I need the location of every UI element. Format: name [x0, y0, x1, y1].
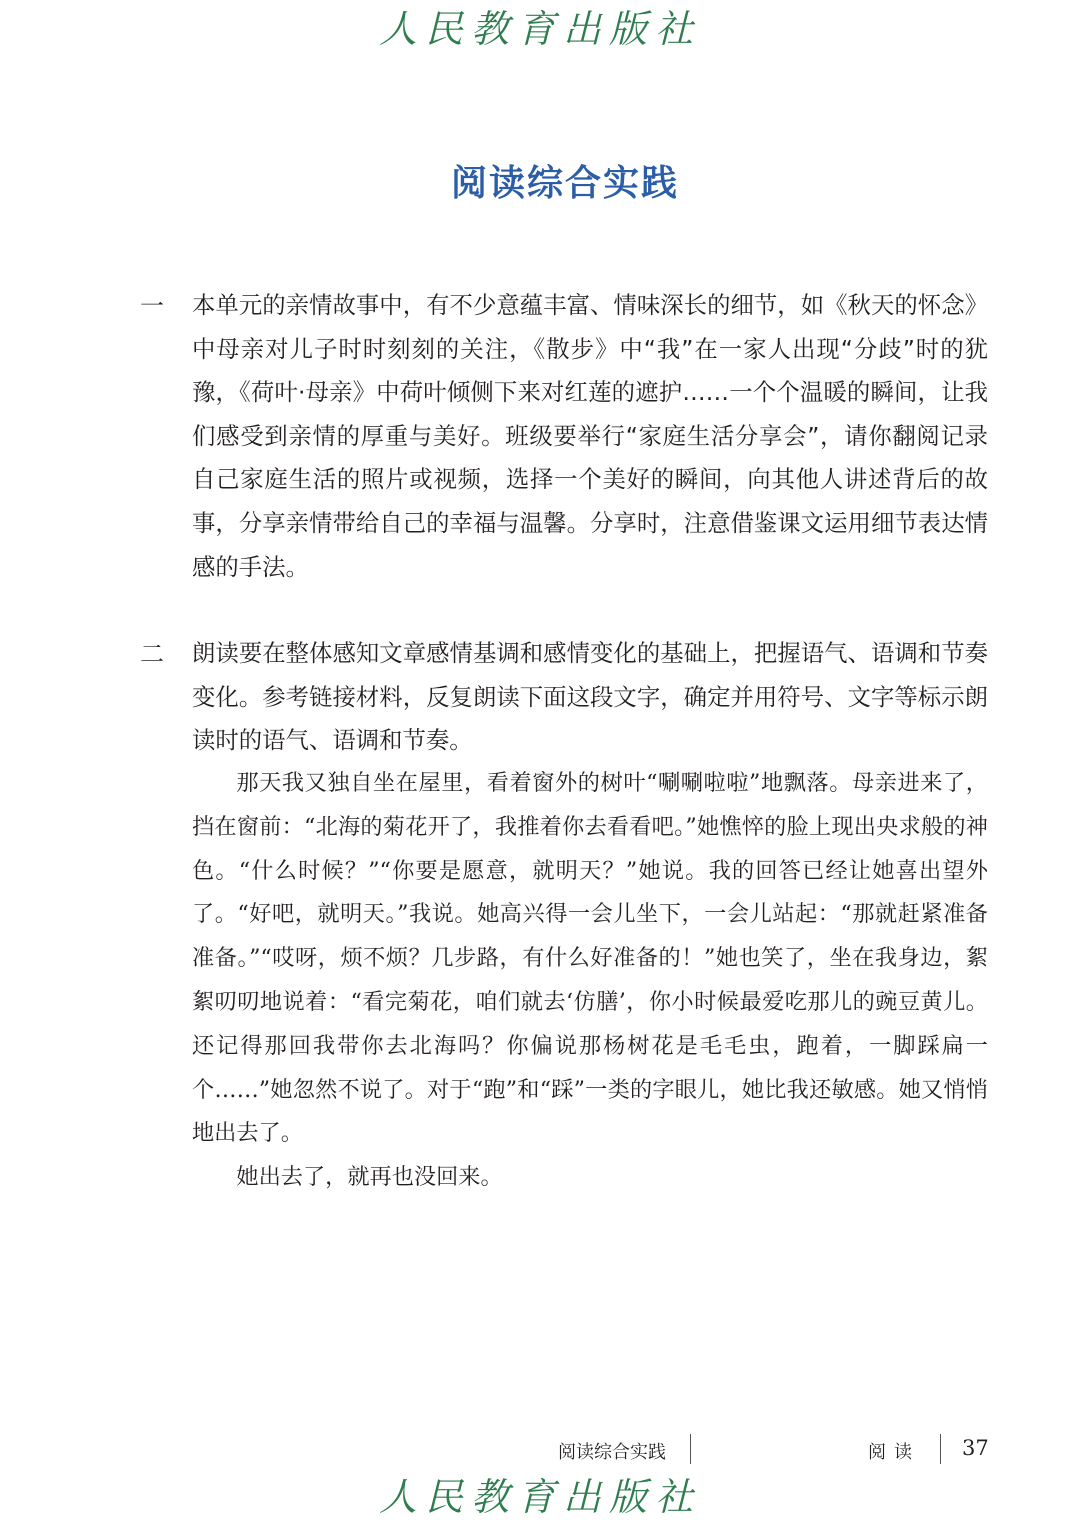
- publisher-logo-bottom: 人民教育出版社: [378, 1475, 701, 1519]
- excerpt-paragraph: 她出去了，就再也没回来。: [236, 1164, 503, 1191]
- page-number: 37: [962, 1436, 989, 1460]
- page-footer: [0, 1432, 1080, 1468]
- footer-section-name: 阅读综合实践: [558, 1442, 666, 1463]
- reading-excerpt: [192, 762, 988, 1200]
- exercise-one: [140, 284, 988, 589]
- exercise-text: 朗读要在整体感知文章感情基调和感情变化的基础上，把握语气、语调和节奏变化。参考链接材料，反复朗读下面这段文字，确定并用符号、文字等标示朗读时的语气、语调和节奏。: [192, 639, 988, 755]
- footer-divider: [690, 1434, 691, 1464]
- publisher-logo-top: 人民教育出版社: [378, 7, 701, 51]
- excerpt-paragraph: 那天我又独自坐在屋里，看着窗外的树叶“唰唰啦啦”地飘落。母亲进来了，挡在窗前：“北海的菊花开了，我推着你去看看吧。”她憔悴的脸上现出央求般的神色。“什么时候？”“你要是愿意，就明天？”她说。我的回答已经让她喜出望外了。“好吧，就明天。”我说。她高兴得一会儿坐下，一会儿站起：“那就赶紧准备准备。”“哎呀，烦不烦？几步路，有什么好准备的！”她也笑了，坐在我身边，絮絮叨叨地说着：“看完菊花，咱们就去‘仿膳’，你小时候最爱吃那儿的豌豆黄儿。还记得那回我带你去北海吗？你偏说那杨树花是毛毛虫，跑着，一脚踩扁一个……”她忽然不说了。对于“跑”和“踩”一类的字眼儿，她比我还敏感。她又悄悄地出去了。: [192, 770, 988, 1147]
- exercise-two: [140, 632, 988, 763]
- footer-divider: [940, 1434, 941, 1464]
- exercise-number: 一: [140, 292, 164, 320]
- exercise-text: 本单元的亲情故事中，有不少意蕴丰富、情味深长的细节，如《秋天的怀念》中母亲对儿子时时刻刻的关注，《散步》中“我”在一家人出现“分歧”时的犹豫，《荷叶·母亲》中荷叶倾侧下来对红莲的遮护……一个个温暖的瞬间，让我们感受到亲情的厚重与美好。班级要举行“家庭生活分享会”，请你翻阅记录自己家庭生活的照片或视频，选择一个美好的瞬间，向其他人讲述背后的故事，分享亲情带给自己的幸福与温馨。分享时，注意借鉴课文运用细节表达情感的手法。: [192, 291, 988, 581]
- footer-unit-name: 阅读: [868, 1442, 920, 1463]
- page-title: 阅读综合实践: [450, 163, 679, 204]
- exercise-number: 二: [140, 640, 164, 668]
